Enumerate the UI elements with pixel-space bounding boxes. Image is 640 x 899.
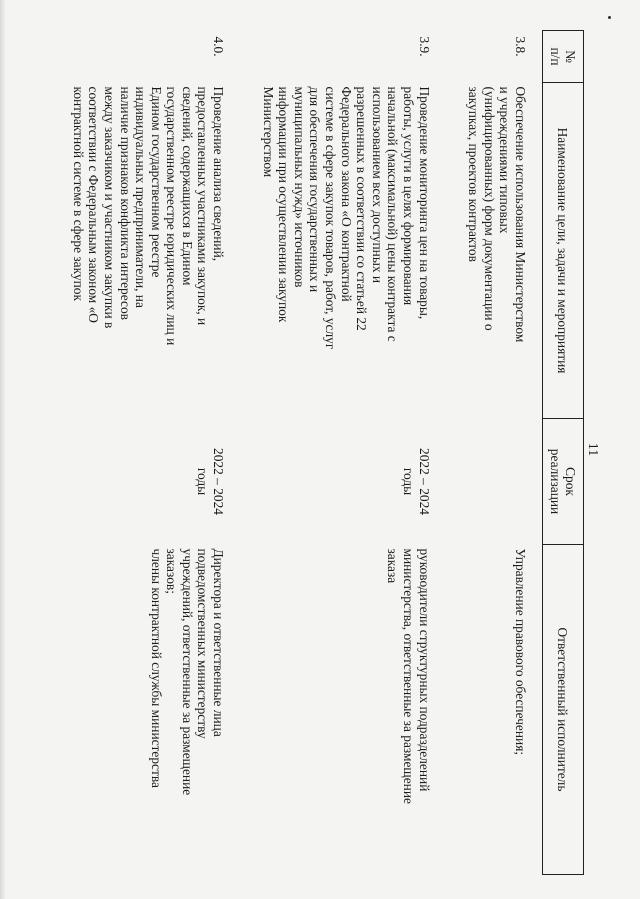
header-responsible: Ответственный исполнитель (543, 545, 584, 875)
row-name: Проведение мониторинга цен на товары, работы, услуги в целях формирования начальной (максимальной) цены контракта с использованием всех доступных и разрешенных в соответствии со статьей 22 Федерального закона «О контрактной системе в сфере закупок товаров, работ, услуг для обеспечения государственных и муниципальных нужд» источников информации при осуществлении закупок Министерством (260, 86, 432, 350)
table-row (464, 31, 530, 875)
table-header-row (543, 31, 584, 875)
row-term: 2022 – 2024 годы (195, 448, 227, 515)
row-spacer (434, 31, 464, 875)
row-name: Проведение анализа сведений, предоставленных участниками закупок, и сведений, содержащихся в Едином государственном реестре юридических лиц и Едином государственном реестре индивидуальных предприниматели, на наличие признаков конфликта интересов между заказчиком и участником закупки в соответствии с Федеральным законом «О контрактной системе в сфере закупок (70, 86, 227, 346)
row-responsible: Управление правового обеспечения; (513, 548, 528, 756)
header-num: № п/п (543, 31, 584, 83)
row-spacer (228, 31, 258, 875)
row-name: Обеспечение использования Министерством и учреждениями типовых (унифицированных) форм документации о закупках, проектов контрактов (466, 86, 528, 343)
row-spacer (530, 31, 543, 875)
row-term: 2022 – 2024 годы (401, 448, 432, 515)
row-number: 4.0. (211, 36, 227, 57)
header-term: Срок реализации (543, 419, 584, 545)
page-number: 11 (585, 442, 600, 457)
header-name: Наименование цели, задачи и мероприятия (543, 83, 584, 419)
row-number: 3.8. (513, 36, 528, 57)
row-responsible: руководители структурных подразделений министерства, ответственные за размещение заказа (385, 548, 432, 804)
row-responsible: Директора и ответственные лица подведомственных министерству учреждений, ответственные за размещение заказов; члены контрактной службы министерства (148, 548, 227, 796)
row-number: 3.9. (416, 36, 432, 57)
table-row (68, 31, 228, 875)
row-term (464, 419, 530, 545)
table-row (258, 31, 434, 875)
measures-table (68, 30, 584, 875)
